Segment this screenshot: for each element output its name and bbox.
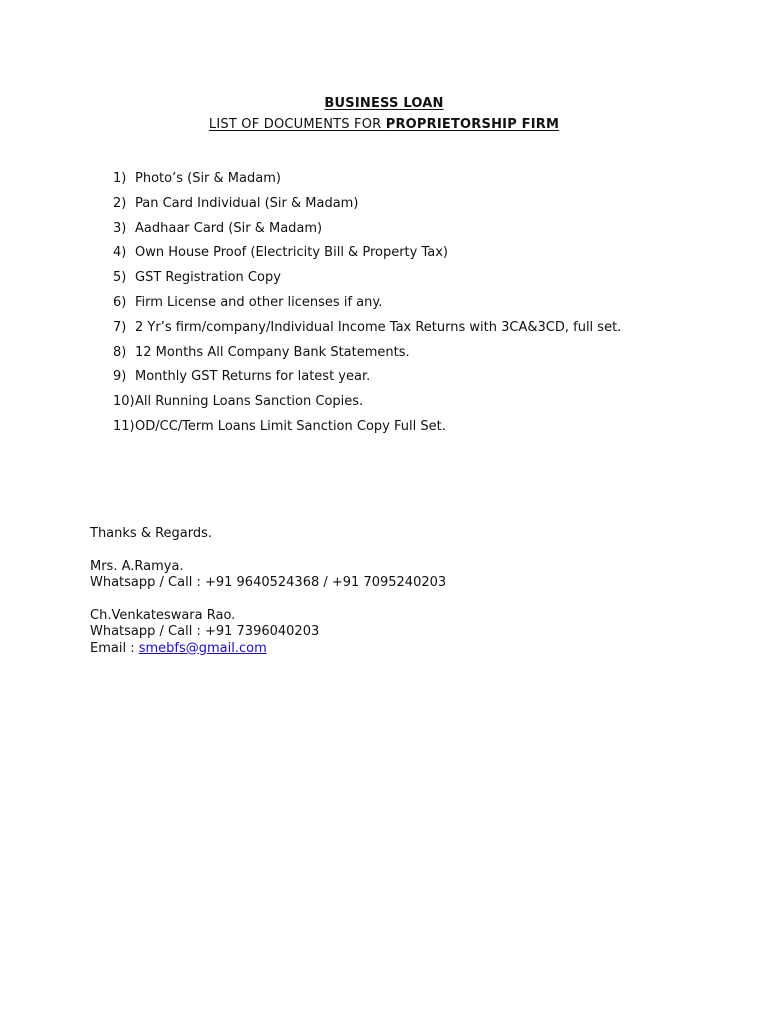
list-item-text: 12 Months All Company Bank Statements.: [135, 344, 410, 360]
list-item-number: 10): [113, 394, 135, 410]
list-item-text: Pan Card Individual (Sir & Madam): [135, 195, 359, 211]
list-item: [113, 418, 621, 443]
list-item-number: 8): [113, 344, 127, 360]
spacer: [90, 543, 446, 559]
list-item: [113, 294, 621, 319]
list-item-text: Firm License and other licenses if any.: [135, 294, 383, 310]
list-item-text: OD/CC/Term Loans Limit Sanction Copy Full Set.: [135, 418, 446, 434]
list-item-number: 11): [113, 418, 135, 434]
list-item-text: Photo’s (Sir & Madam): [135, 171, 281, 186]
contact-2-name: Ch.Venkateswara Rao.: [90, 607, 236, 623]
list-item-number: 2): [113, 195, 127, 211]
email-label: Email :: [90, 640, 139, 656]
email-line: [90, 641, 446, 658]
list-item: [113, 244, 621, 269]
list-item-text: All Running Loans Sanction Copies.: [135, 394, 364, 410]
list-item: [113, 344, 621, 369]
list-item-number: 6): [113, 294, 127, 310]
document-subtitle: [0, 117, 768, 132]
email-link[interactable]: smebfs@gmail.com: [138, 640, 267, 656]
document-title: BUSINESS LOAN: [324, 96, 444, 111]
list-item: [113, 393, 621, 418]
list-item-number: 9): [113, 369, 127, 385]
contact-1-name: Mrs. A.Ramya.: [90, 558, 184, 574]
list-item-number: 7): [113, 319, 127, 335]
subtitle-emphasis: PROPRIETORSHIP FIRM: [385, 117, 560, 132]
list-item-text: GST Registration Copy: [135, 270, 281, 286]
list-item-number: 5): [113, 270, 127, 286]
list-item-text: 2 Yr’s firm/company/Individual Income Tax Returns with 3CA&3CD, full set.: [135, 319, 622, 335]
list-item-number: 3): [113, 220, 127, 236]
closing-contact-block: [90, 526, 446, 657]
list-item: [113, 368, 621, 393]
subtitle-prefix: LIST OF DOCUMENTS FOR: [208, 117, 386, 132]
list-item-text: Monthly GST Returns for latest year.: [135, 369, 371, 385]
list-item: [113, 195, 621, 220]
list-item-text: Own House Proof (Electricity Bill & Property Tax): [135, 245, 448, 261]
list-item-number: 1): [113, 171, 127, 186]
list-item: [113, 319, 621, 344]
regards-text: Thanks & Regards.: [90, 526, 213, 541]
list-item: [113, 170, 621, 195]
list-item-text: Aadhaar Card (Sir & Madam): [135, 220, 323, 236]
spacer: [90, 592, 446, 608]
list-item: [113, 220, 621, 245]
list-item-number: 4): [113, 245, 127, 261]
list-item: [113, 269, 621, 294]
contact-1-phone: Whatsapp / Call : +91 9640524368 / +91 7095240203: [90, 575, 447, 590]
contact-2-phone: Whatsapp / Call : +91 7396040203: [90, 624, 320, 639]
documents-list: [113, 170, 621, 443]
